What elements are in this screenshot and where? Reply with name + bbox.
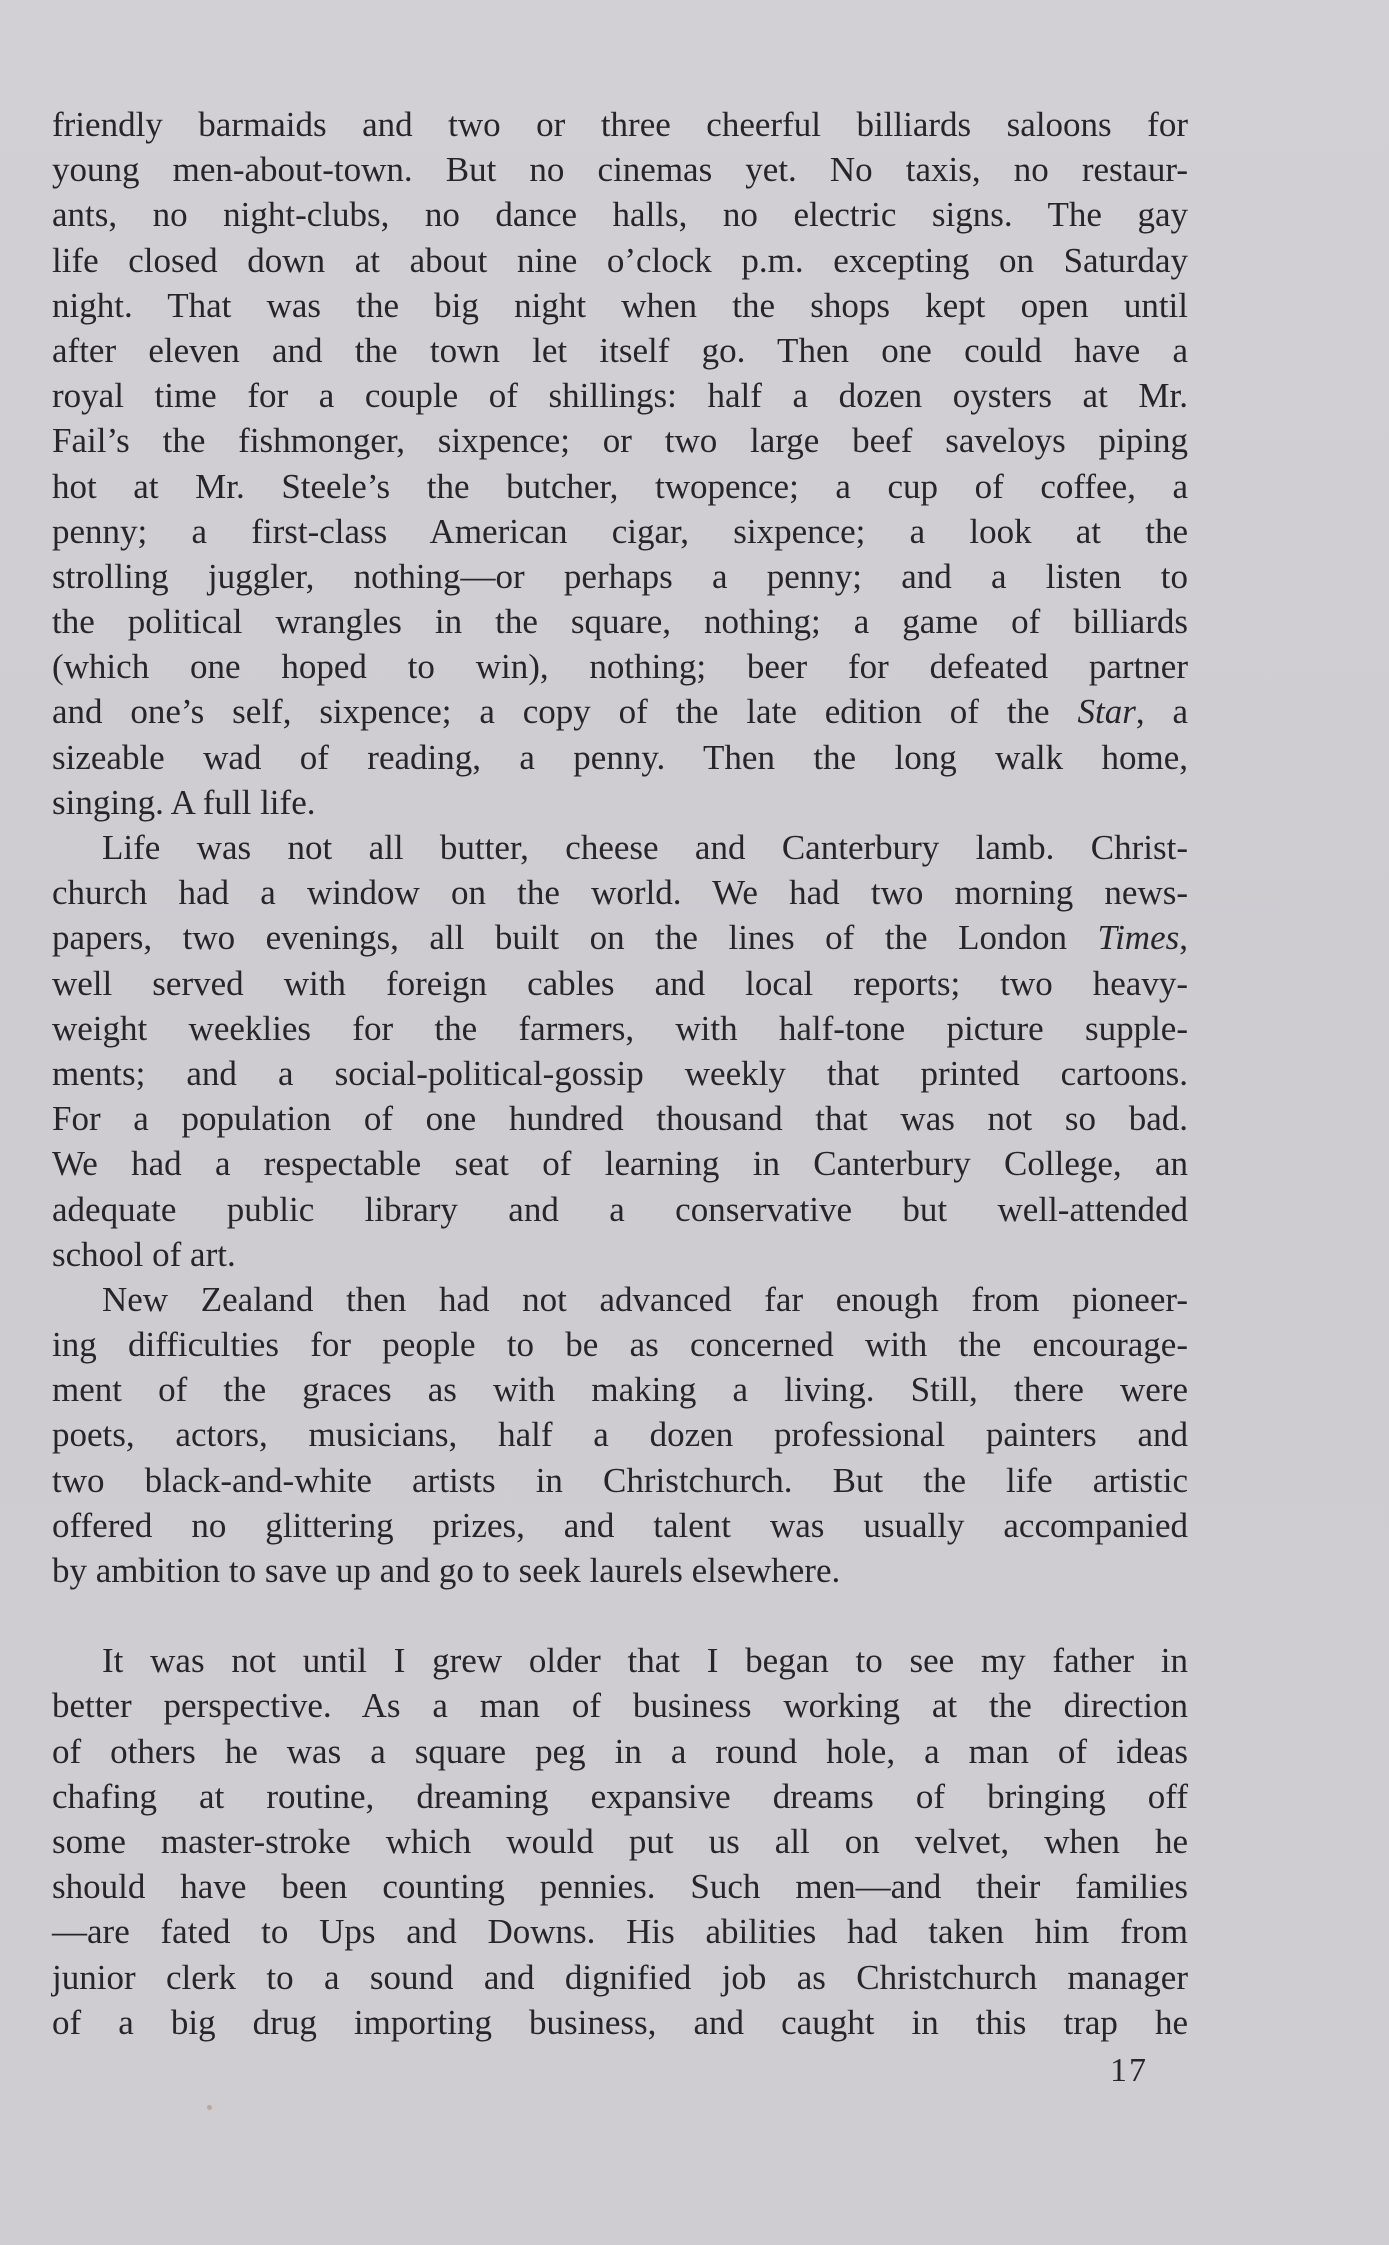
text-line: junior clerk to a sound and dignified job as Christchurch manager — [52, 1957, 1188, 1997]
italic-title: Star — [1077, 692, 1136, 732]
text-line: royal time for a couple of shillings: half a dozen oysters at Mr. — [52, 376, 1188, 416]
section-break — [52, 1593, 1188, 1638]
text-line: young men-about-town. But no cinemas yet. No taxis, no restaur- — [52, 150, 1188, 190]
text-line: church had a window on the world. We had two morning news- — [52, 873, 1188, 913]
text-line: school of art. — [52, 1234, 236, 1274]
text-line: We had a respectable seat of learning in Canterbury College, an — [52, 1144, 1188, 1184]
text-line: ing difficulties for people to be as concerned with the encourage- — [52, 1325, 1188, 1365]
text-line: poets, actors, musicians, half a dozen professional painters and — [52, 1415, 1188, 1455]
text-line: after eleven and the town let itself go. Then one could have a — [52, 330, 1188, 370]
text-line: night. That was the big night when the shops kept open until — [52, 285, 1188, 325]
text-line: and one’s self, sixpence; a copy of the late edition of the Star, a — [52, 692, 1188, 732]
text-line: New Zealand then had not advanced far enough from pioneer- — [102, 1279, 1188, 1319]
text-line: weight weeklies for the farmers, with half-tone picture supple- — [52, 1008, 1188, 1048]
text-line: sizeable wad of reading, a penny. Then the long walk home, — [52, 737, 1188, 777]
text-line: Fail’s the fishmonger, sixpence; or two large beef saveloys piping — [52, 421, 1188, 461]
text-line: should have been counting pennies. Such men—and their families — [52, 1867, 1188, 1907]
paper-speck — [207, 2105, 212, 2110]
page-number: 17 — [1110, 2052, 1148, 2089]
text-line: (which one hoped to win), nothing; beer for defeated partner — [52, 647, 1188, 687]
text-line: well served with foreign cables and local reports; two heavy- — [52, 963, 1188, 1003]
text-line: adequate public library and a conservative but well-attended — [52, 1189, 1188, 1229]
text-line: of a big drug importing business, and caught in this trap he — [52, 2002, 1188, 2042]
text-line: strolling juggler, nothing—or perhaps a penny; and a listen to — [52, 556, 1188, 596]
text-line: singing. A full life. — [52, 782, 316, 822]
text-line: better perspective. As a man of business working at the direction — [52, 1686, 1188, 1726]
text-line: by ambition to save up and go to seek laurels elsewhere. — [52, 1551, 841, 1590]
text-line: ants, no night-clubs, no dance halls, no electric signs. The gay — [52, 195, 1188, 235]
text-line: two black-and-white artists in Christchurch. But the life artistic — [52, 1460, 1188, 1500]
text-line: of others he was a square peg in a round hole, a man of ideas — [52, 1731, 1188, 1771]
text-line: hot at Mr. Steele’s the butcher, twopence; a cup of coffee, a — [52, 466, 1188, 506]
text-line: For a population of one hundred thousand that was not so bad. — [52, 1099, 1188, 1139]
text-line: offered no glittering prizes, and talent was usually accompanied — [52, 1505, 1188, 1545]
body-text — [52, 102, 1188, 2045]
text-line: chafing at routine, dreaming expansive dreams of bringing off — [52, 1776, 1188, 1816]
text-line: friendly barmaids and two or three cheerful billiards saloons for — [52, 105, 1188, 144]
text-line: penny; a first-class American cigar, sixpence; a look at the — [52, 511, 1188, 551]
text-line: papers, two evenings, all built on the lines of the London Times, — [52, 918, 1188, 958]
text-line: life closed down at about nine o’clock p.m. excepting on Saturday — [52, 240, 1188, 280]
text-line: It was not until I grew older that I began to see my father in — [102, 1641, 1188, 1681]
text-line: ments; and a social-political-gossip weekly that printed cartoons. — [52, 1053, 1188, 1093]
text-line: ment of the graces as with making a living. Still, there were — [52, 1370, 1188, 1410]
text-line: Life was not all butter, cheese and Canterbury lamb. Christ- — [102, 828, 1188, 867]
italic-title: Times — [1097, 918, 1180, 958]
text-line: the political wrangles in the square, nothing; a game of billiards — [52, 602, 1188, 642]
text-line: some master-stroke which would put us all on velvet, when he — [52, 1821, 1188, 1861]
text-line: —are fated to Ups and Downs. His abilities had taken him from — [52, 1912, 1188, 1952]
